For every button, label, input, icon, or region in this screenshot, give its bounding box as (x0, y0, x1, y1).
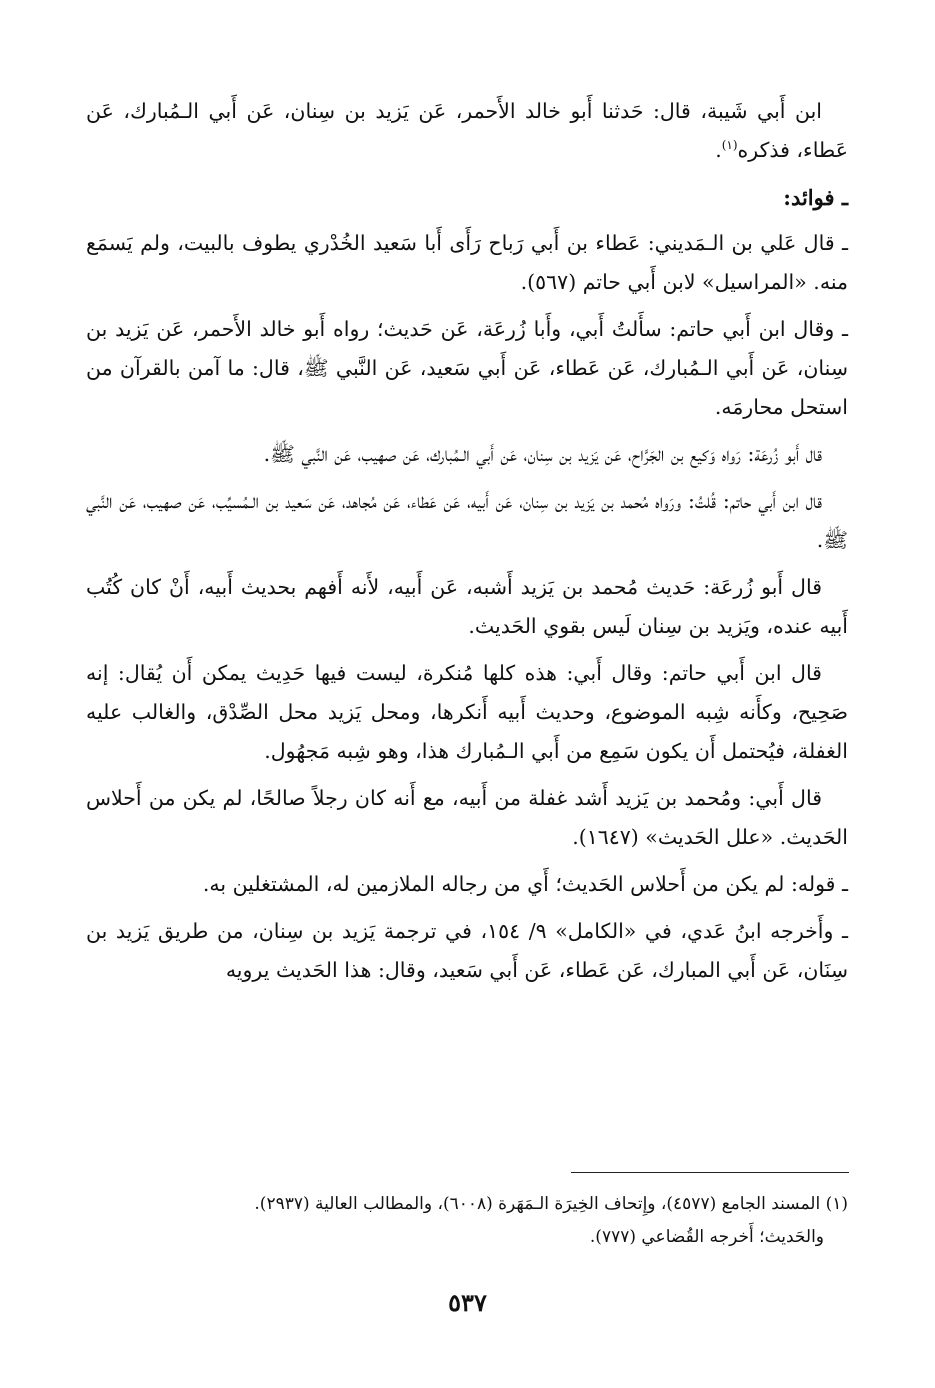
footnote-reference[interactable]: (١) (721, 138, 738, 153)
paragraph-ibn-abi-hatim-qultu: قال ابن أَبي حاتم: قُلتُ: ورَواه مُحمد بن يَزيد بن سِنان، عَن أَبيه، عَن عَطاء، عَن مُجاهد، عَن سَعيد بن الـمُسيِّب، عَن صهيب، عَن النَّبي ﷺ. (86, 489, 848, 552)
page-body (86, 92, 848, 998)
paragraph-opening (86, 92, 848, 170)
footnote-divider (571, 1172, 849, 1173)
section-heading-fawaid: ـ فوائد: (783, 185, 848, 210)
footnote-1-line-1: (١) المسند الجامع (٤٥٧٧)، وإِتحاف الخِيرَة الـمَهَرة (٦٠٠٨)، والمطالب العالية (٢٩٣٧). (254, 1194, 848, 1214)
paragraph-ahlas-hadith: ـ قوله: لم يكن من أَحلاس الحَديث؛ أَي من رجاله الملازمين له، المشتغلين به. (202, 872, 848, 896)
paragraph-ali-madini: ـ قال عَلي بن الـمَديني: عَطاء بن أَبي رَباح رَأَى أَبا سَعيد الخُدْري يطوف بالبيت، ولم يَسمَع منه. «المراسيل» لابن أَبي حاتم (٥٦٧). (86, 231, 848, 294)
paragraph-abu-zura-2: قال أَبو زُرعَة: حَديث مُحمد بن يَزيد أَشبه، عَن أَبيه، لأَنه أَفهم بحديث أَبيه، أَنْ كان كُتُب أَبيه عنده، ويَزيد بن سِنان لَيس بقوي الحَديث. (86, 575, 848, 638)
paragraph-muhammad-ibn-yazid: قال أَبي: ومُحمد بن يَزيد أَشد غفلة من أَبيه، مع أَنه كان رجلاً صالحًا، لم يكن من أَحلاس الحَديث. «علل الحَديث» (١٦٤٧). (86, 786, 848, 849)
paragraph-text: ابن أَبي شَيبة، قال: حَدثنا أَبو خالد الأَحمر، عَن يَزيد بن سِنان، عَن أَبي الـمُبارك، عَن عَطاء، فذكره (86, 99, 848, 162)
paragraph-abu-zura-1: قال أَبو زُرعَة: رَواه وَكيع بن الجَرَّاح، عَن يَزيد بن سِنان، عَن أَبي الـمُبارك، عَن صهيب، عَن النَّبي ﷺ. (263, 442, 822, 466)
paragraph-abi-munkara: قال ابن أَبي حاتم: وقال أَبي: هذه كلها مُنكرة، ليست فيها حَدِيث يمكن أَن يُقال: إنه صَحِيح، وكأَنه شِبه الموضوع، وحديث أَبيه أَنكرها، ومحل يَزيد محل الصِّدْق، والغالب عليه الغفلة، فيُحتمل أَن يكون سَمِع من أَبي الـمُبارك هذا، وهو شِبه مَجهُول. (86, 661, 848, 763)
paragraph-ibn-abi-hatim-question: ـ وقال ابن أَبي حاتم: سأَلتُ أَبي، وأَبا زُرعَة، عَن حَديث؛ رواه أَبو خالد الأَحمر، عَن يَزيد بن سِنان، عَن أَبي الـمُبارك، عَن عَطاء، عَن أَبي سَعيد، عَن النَّبي ﷺ، قال: ما آمن بالقرآن من استحل محارمَه. (86, 317, 848, 419)
footnotes (86, 1188, 848, 1254)
paragraph-tail: . (715, 138, 722, 162)
paragraph-ibn-adi: ـ وأَخرجه ابنُ عَدي، في «الكامل» ٩/ ١٥٤، في ترجمة يَزيد بن سِنان، من طريق يَزيد بن سِنَان، عَن أَبي المبارك، عَن عَطاء، عَن أَبي سَعيد، وقال: هذا الحَديث يرويه (86, 919, 848, 982)
page-number: ٥٣٧ (448, 1288, 487, 1317)
footnote-1-line-2: والحَديث؛ أَخرجه القُضاعي (٧٧٧). (589, 1227, 824, 1247)
